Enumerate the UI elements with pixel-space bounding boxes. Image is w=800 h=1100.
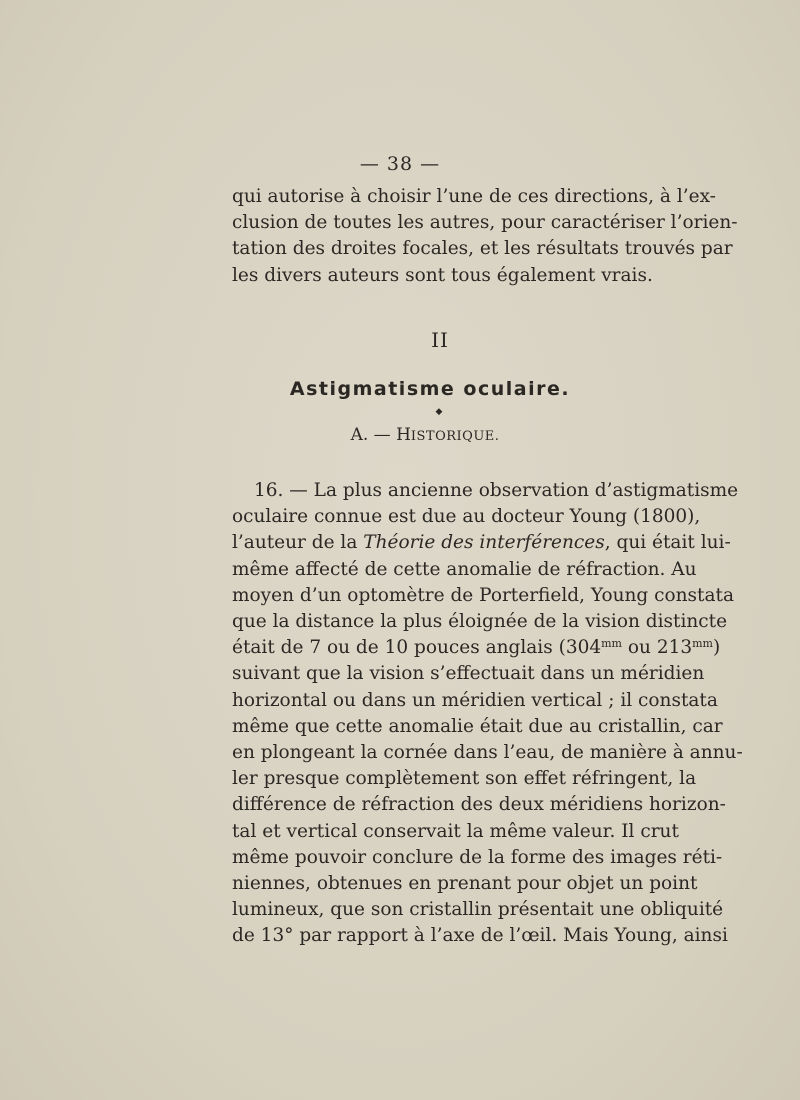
intro-paragraph <box>232 184 738 289</box>
section-number: II <box>431 328 449 352</box>
diamond-ornament-icon: ◆ <box>435 407 443 417</box>
text-line: suivant que la vision s’effectuait dans un méridien <box>232 663 705 685</box>
text-line: lumineux, que son cristallin présentait une obliquité <box>232 899 724 921</box>
text-line: tal et vertical conservait la même valeur. Il crut <box>232 820 679 842</box>
text-line: même affecté de cette anomalie de réfraction. Au <box>232 558 697 580</box>
section-title: Astigmatisme oculaire. <box>289 378 571 400</box>
text-line: 16. — La plus ancienne observation d’astigmatisme <box>254 480 739 501</box>
subsection-heading <box>0 425 800 445</box>
subsection-initial: H <box>396 425 411 445</box>
text-line <box>232 635 721 661</box>
text-line: même pouvoir conclure de la forme des images réti- <box>232 846 723 868</box>
text-line: les divers auteurs sont tous également vrais. <box>232 264 653 286</box>
text-fragment: l’auteur de la <box>232 532 364 554</box>
page-number: — 38 — <box>359 153 441 175</box>
subsection-letter: A. — <box>350 425 397 445</box>
text-fragment: , qui était lui- <box>604 532 731 554</box>
text-fragment: était de 7 ou de 10 pouces anglais (304 <box>232 637 602 659</box>
text-line: que la distance la plus éloignée de la vision distincte <box>232 611 728 633</box>
subsection-rest: ISTORIQUE. <box>410 429 500 444</box>
text-line: de 13° par rapport à l’axe de l’œil. Mais Young, ainsi <box>232 925 728 947</box>
text-line: clusion de toutes les autres, pour caractériser l’orien- <box>232 212 738 234</box>
text-line: différence de réfraction des deux méridiens horizon- <box>232 794 726 816</box>
text-line: même que cette anomalie était due au cristallin, car <box>232 715 723 737</box>
text-line: qui autorise à choisir l’une de ces directions, à l’ex- <box>232 186 716 207</box>
text-line: tation des droites focales, et les résultats trouvés par <box>232 238 733 260</box>
book-title: Théorie des interférences <box>363 532 605 554</box>
text-line: ler presque complètement son effet réfringent, la <box>232 768 697 790</box>
main-paragraph <box>232 478 743 950</box>
text-fragment: ) <box>713 637 721 659</box>
text-line: en plongeant la cornée dans l’eau, de manière à annu- <box>232 742 743 764</box>
text-line: moyen d’un optomètre de Porterfield, Young constata <box>232 584 734 606</box>
text-line <box>232 530 731 556</box>
text-line: niennes, obtenues en prenant pour objet un point <box>232 873 698 895</box>
text-line: horizontal ou dans un méridien vertical ; il constata <box>232 689 718 711</box>
unit-superscript: mm <box>601 637 622 651</box>
text-line: oculaire connue est due au docteur Young (1800), <box>232 506 701 528</box>
text-fragment: ou 213 <box>622 637 693 659</box>
unit-superscript: mm <box>692 637 713 651</box>
